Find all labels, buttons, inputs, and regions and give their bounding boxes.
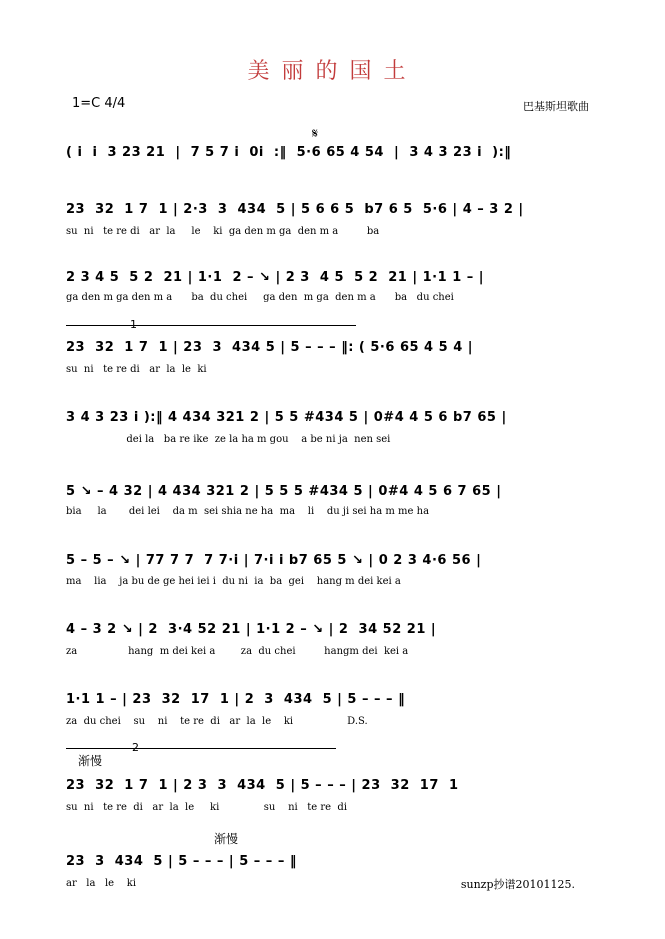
score-line-8: 4 – 3 2 ↘ | 2 3·4 52 21 | 1·1 2 – ↘ | 2 34 52 21 | xyxy=(66,622,437,637)
score-line-3: 2 3 4 5 5 2 21 | 1·1 2 – ↘ | 2 3 4 5 5 2 21 | 1·1 1 – | xyxy=(66,270,485,285)
score-line-6: 5 ↘ – 4 32 | 4 434 321 2 | 5 5 5 #434 5 | 0#4 4 5 6 7 65 | xyxy=(66,484,502,499)
transcriber-note: sunzp抄谱20101125. xyxy=(460,878,575,891)
tempo-mark-ritardando-2: 渐慢 xyxy=(214,832,239,846)
score-line-9: 1·1 1 – | 23 32 17 1 | 2 3 434 5 | 5 – – – ‖ xyxy=(66,692,406,707)
key-signature: 1=C 4/4 xyxy=(72,96,126,111)
song-title: 美丽的国土 xyxy=(247,59,418,84)
score-line-4: 23 32 1 7 1 | 23 3 434 5 | 5 – – – ‖: ( 5·6 65 4 5 4 | xyxy=(66,340,474,355)
lyrics-line-11: ar la le ki xyxy=(66,878,137,889)
volta-2-label: 2 xyxy=(132,741,139,754)
lyrics-line-7: ma lia ja bu de ge hei iei i du ni ia ba gei hang m dei kei a xyxy=(66,576,401,587)
lyrics-line-10: su ni te re di ar la le ki su ni te re di xyxy=(66,802,348,813)
tempo-mark-ritardando: 渐慢 xyxy=(78,754,103,768)
song-credit: 巴基斯坦歌曲 xyxy=(523,100,589,113)
lyrics-line-9: za du chei su ni te re di ar la le ki D.S. xyxy=(66,716,368,727)
volta-1-label: 1 xyxy=(130,318,137,331)
segno-sign: 𝄋 xyxy=(312,126,319,142)
lyrics-line-8: za hang m dei kei a za du chei hangm dei kei a xyxy=(66,646,409,657)
score-line-5: 3 4 3 23 i ):‖ 4 434 321 2 | 5 5 #434 5 | 0#4 4 5 6 b7 65 | xyxy=(66,410,507,425)
lyrics-line-3: ga den m ga den m a ba du chei ga den m ga den m a ba du chei xyxy=(66,292,454,303)
lyrics-line-2: su ni te re di ar la le ki ga den m ga den m a ba xyxy=(66,226,380,237)
score-line-1: ( i i 3 23 21 | 7 5 7 i 0i :‖ 5·6 65 4 54 | 3 4 3 23 i ):‖ xyxy=(66,145,512,160)
score-line-11: 23 3 434 5 | 5 – – – | 5 – – – ‖ xyxy=(66,854,297,869)
score-line-10: 23 32 1 7 1 | 2 3 3 434 5 | 5 – – – | 23 32 17 1 xyxy=(66,778,459,793)
volta-bracket-2 xyxy=(66,748,336,749)
lyrics-line-4: su ni te re di ar la le ki xyxy=(66,364,207,375)
score-line-7: 5 – 5 – ↘ | 77 7 7 7 7·i | 7·i i b7 65 5 ↘ | 0 2 3 4·6 56 | xyxy=(66,553,482,568)
lyrics-line-6: bia la dei lei da m sei shia ne ha ma li du ji sei ha m me ha xyxy=(66,506,430,517)
lyrics-line-5: dei la ba re ike ze la ha m gou a be ni ja nen sei xyxy=(66,434,391,445)
score-line-2: 23 32 1 7 1 | 2·3 3 434 5 | 5 6 6 5 b7 6 5 5·6 | 4 – 3 2 | xyxy=(66,202,524,217)
volta-bracket-1 xyxy=(66,325,356,326)
